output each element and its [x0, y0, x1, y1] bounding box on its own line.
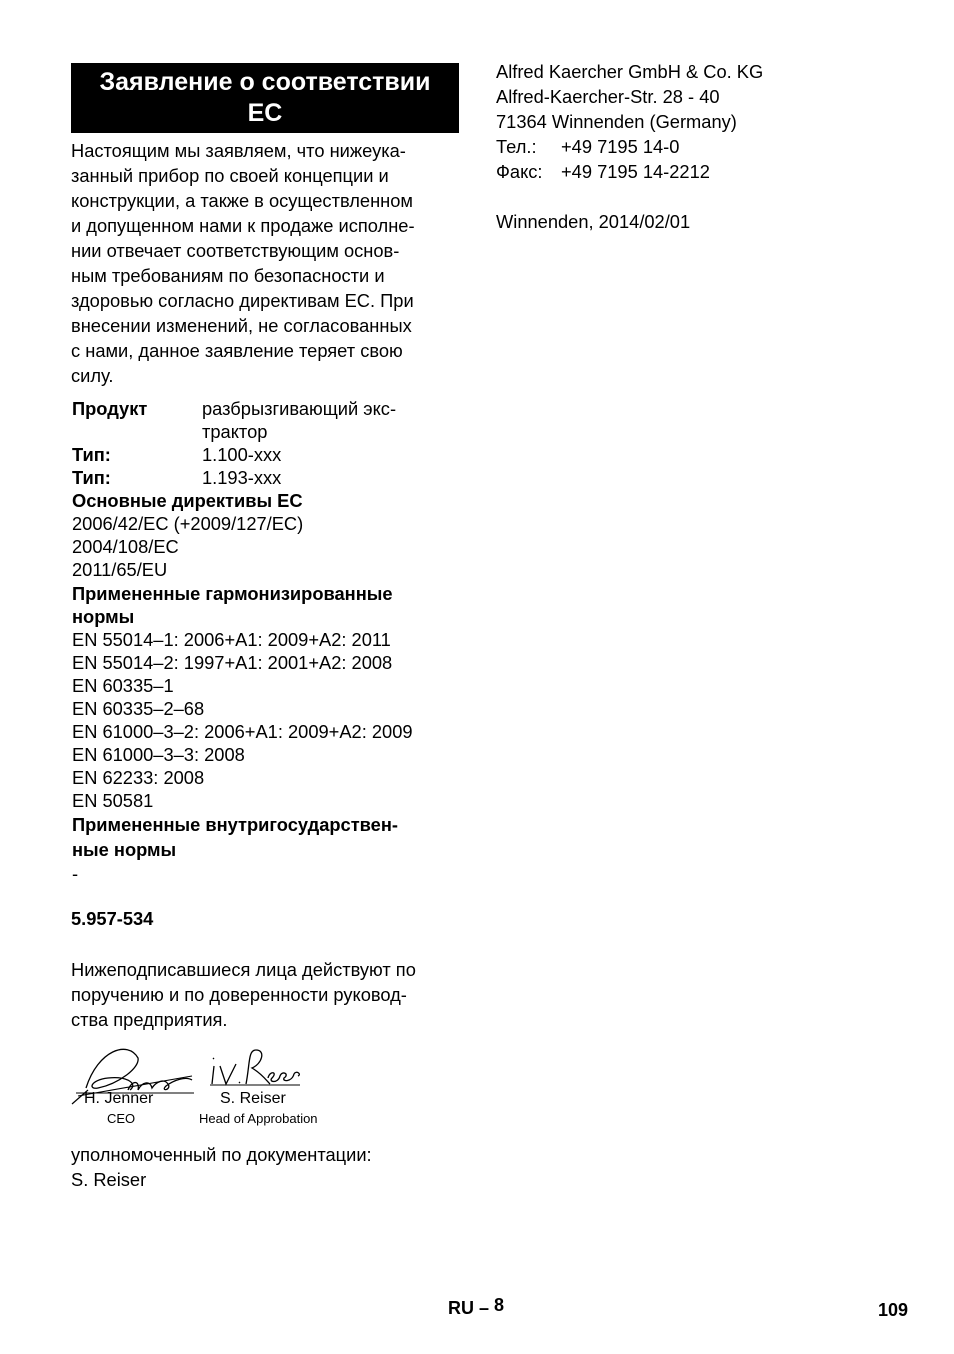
norm-item: EN 50581 [72, 790, 154, 811]
phone-row [496, 134, 763, 159]
directive-item: 2006/42/EC (+2009/127/EC) [72, 513, 304, 534]
intro-line: силу. [71, 365, 114, 386]
norm-item: EN 62233: 2008 [72, 767, 205, 788]
signers-line: поручению и по доверенности руковод- [71, 984, 407, 1005]
product-value-line-1: разбрызгивающий экс- [202, 398, 397, 419]
harmonized-heading-line-1: Примененные гармонизированные [72, 583, 393, 604]
intro-line: занный прибор по своей концепции и [71, 165, 389, 186]
authorized-name: S. Reiser [71, 1169, 147, 1190]
signer-name-jenner: H. Jenner [84, 1090, 154, 1107]
product-row [72, 397, 464, 420]
norm-item: EN 61000–3–2: 2006+A1: 2009+A2: 2009 [72, 721, 413, 742]
signer-role-jenner: CEO [107, 1111, 136, 1126]
fax-label: Факс: [496, 161, 543, 182]
title-line-2: ЕС [247, 99, 283, 127]
phone-value: +49 7195 14-0 [561, 136, 680, 157]
signer-role-reiser: Head of Approbation [199, 1111, 318, 1126]
directives-heading: Основные директивы ЕС [72, 490, 303, 511]
national-value: - [72, 863, 79, 884]
intro-line: здоровью согласно директивам ЕС. При [71, 290, 414, 311]
type-value: 1.100-xxx [202, 444, 282, 465]
signature-reiser-image [206, 1044, 306, 1092]
intro-line: конструкции, а также в осуществленном [71, 190, 413, 211]
product-row-cont [72, 420, 464, 443]
type-row [72, 466, 464, 489]
company-city: 71364 Winnenden (Germany) [496, 111, 737, 132]
intro-line: Настоящим мы заявляем, что нижеука- [71, 140, 406, 161]
norm-item: EN 61000–3–3: 2008 [72, 744, 245, 765]
harmonized-heading-line-2: нормы [72, 606, 135, 627]
footer-lang: RU [448, 1298, 474, 1318]
signers-line: ства предприятия. [71, 1009, 228, 1030]
company-address [496, 59, 763, 234]
norm-item: EN 55014–1: 2006+A1: 2009+A2: 2011 [72, 629, 391, 650]
page-title [71, 63, 459, 133]
type-label: Тип: [72, 467, 111, 488]
norm-item: EN 60335–1 [72, 675, 174, 696]
intro-line: с нами, данное заявление теряет свою [71, 340, 403, 361]
footer-section-page: 8 [494, 1295, 505, 1315]
authorized-label: уполномоченный по документации: [71, 1144, 372, 1165]
norm-item: EN 60335–2–68 [72, 698, 205, 719]
product-label: Продукт [72, 398, 148, 419]
intro-line: и допущенном нами к продаже исполне- [71, 215, 415, 236]
company-street: Alfred-Kaercher-Str. 28 - 40 [496, 86, 720, 107]
intro-paragraph [71, 138, 463, 388]
directive-item: 2011/65/EU [72, 559, 168, 580]
intro-line: ным требованиям по безопасности и [71, 265, 385, 286]
intro-line: внесении изменений, не согласованных [71, 315, 412, 336]
intro-line: нии отвечает соответствующим основ- [71, 240, 400, 261]
type-label: Тип: [72, 444, 111, 465]
type-row [72, 443, 464, 466]
footer-dash: – [479, 1298, 490, 1318]
documentation-authorized [71, 1142, 463, 1192]
national-heading-line-1: Примененные внутригосударствен- [72, 814, 398, 835]
signers-paragraph [71, 957, 463, 1032]
norm-item: EN 55014–2: 1997+A1: 2001+A2: 2008 [72, 652, 393, 673]
fax-row [496, 159, 763, 184]
place-date: Winnenden, 2014/02/01 [496, 211, 691, 232]
page-number: 109 [878, 1300, 909, 1320]
company-name: Alfred Kaercher GmbH & Co. KG [496, 61, 764, 82]
type-value: 1.193-xxx [202, 467, 282, 488]
title-line-1: Заявление о соответствии [99, 68, 431, 96]
product-value-line-2: трактор [202, 421, 268, 442]
signers-line: Нижеподписавшиеся лица действуют по [71, 959, 416, 980]
document-number: 5.957-534 [71, 908, 154, 929]
footer-section-label [448, 1295, 505, 1319]
declaration-details [72, 397, 464, 885]
signer-name-reiser: S. Reiser [220, 1090, 286, 1107]
phone-label: Тел.: [496, 136, 537, 157]
national-heading-line-2: ные нормы [72, 839, 177, 860]
directive-item: 2004/108/EC [72, 536, 179, 557]
fax-value: +49 7195 14-2212 [561, 161, 710, 182]
